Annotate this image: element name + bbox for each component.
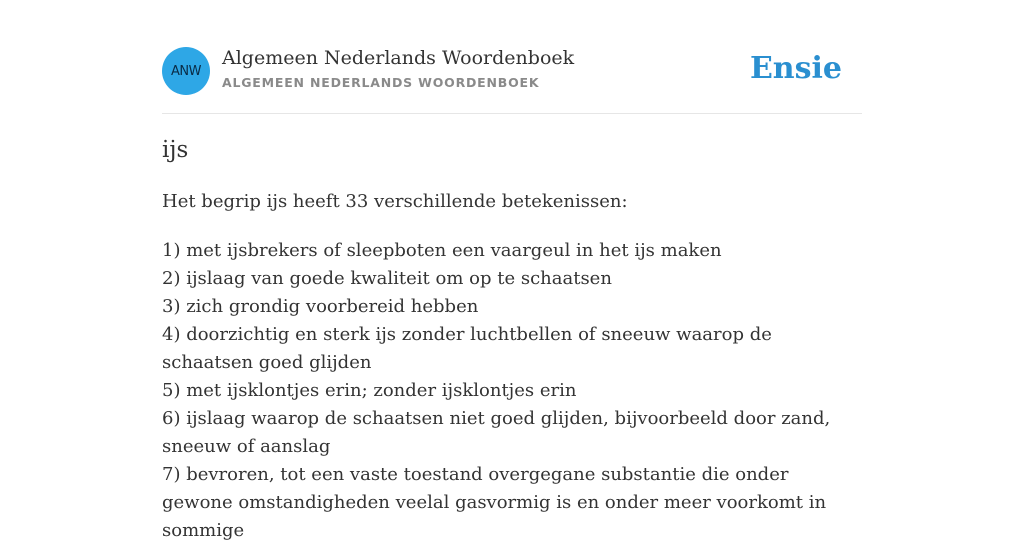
- entry-word: ijs: [162, 137, 189, 163]
- definition-item: 7) bevroren, tot een vaste toestand overgegane substantie die onder gewone omstandigheden veelal gasvormig is en onder meer voorkomt in sommige: [162, 464, 827, 541]
- entry-intro: Het begrip ijs heeft 33 verschillende betekenissen:: [162, 191, 628, 212]
- header-divider: [162, 113, 862, 114]
- definition-item: 2) ijslaag van goede kwaliteit om op te schaatsen: [162, 268, 612, 289]
- definition-item: 6) ijslaag waarop de schaatsen niet goed glijden, bijvoorbeeld door zand, sneeuw of aanslag: [162, 408, 831, 457]
- anw-logo[interactable]: ANW: [162, 47, 210, 95]
- definition-item: 4) doorzichtig en sterk ijs zonder luchtbellen of sneeuw waarop de schaatsen goed glijden: [162, 324, 772, 373]
- definition-item: 5) met ijsklontjes erin; zonder ijsklontjes erin: [162, 380, 577, 401]
- dictionary-header: [162, 47, 862, 95]
- definition-item: 3) zich grondig voorbereid hebben: [162, 296, 479, 317]
- definition-item: 1) met ijsbrekers of sleepboten een vaargeul in het ijs maken: [162, 240, 722, 261]
- dictionary-subtitle: ALGEMEEN NEDERLANDS WOORDENBOEK: [222, 75, 540, 90]
- dictionary-title[interactable]: Algemeen Nederlands Woordenboek: [222, 47, 575, 69]
- ensie-logo[interactable]: Ensie: [749, 51, 842, 86]
- definition-list: [162, 237, 862, 545]
